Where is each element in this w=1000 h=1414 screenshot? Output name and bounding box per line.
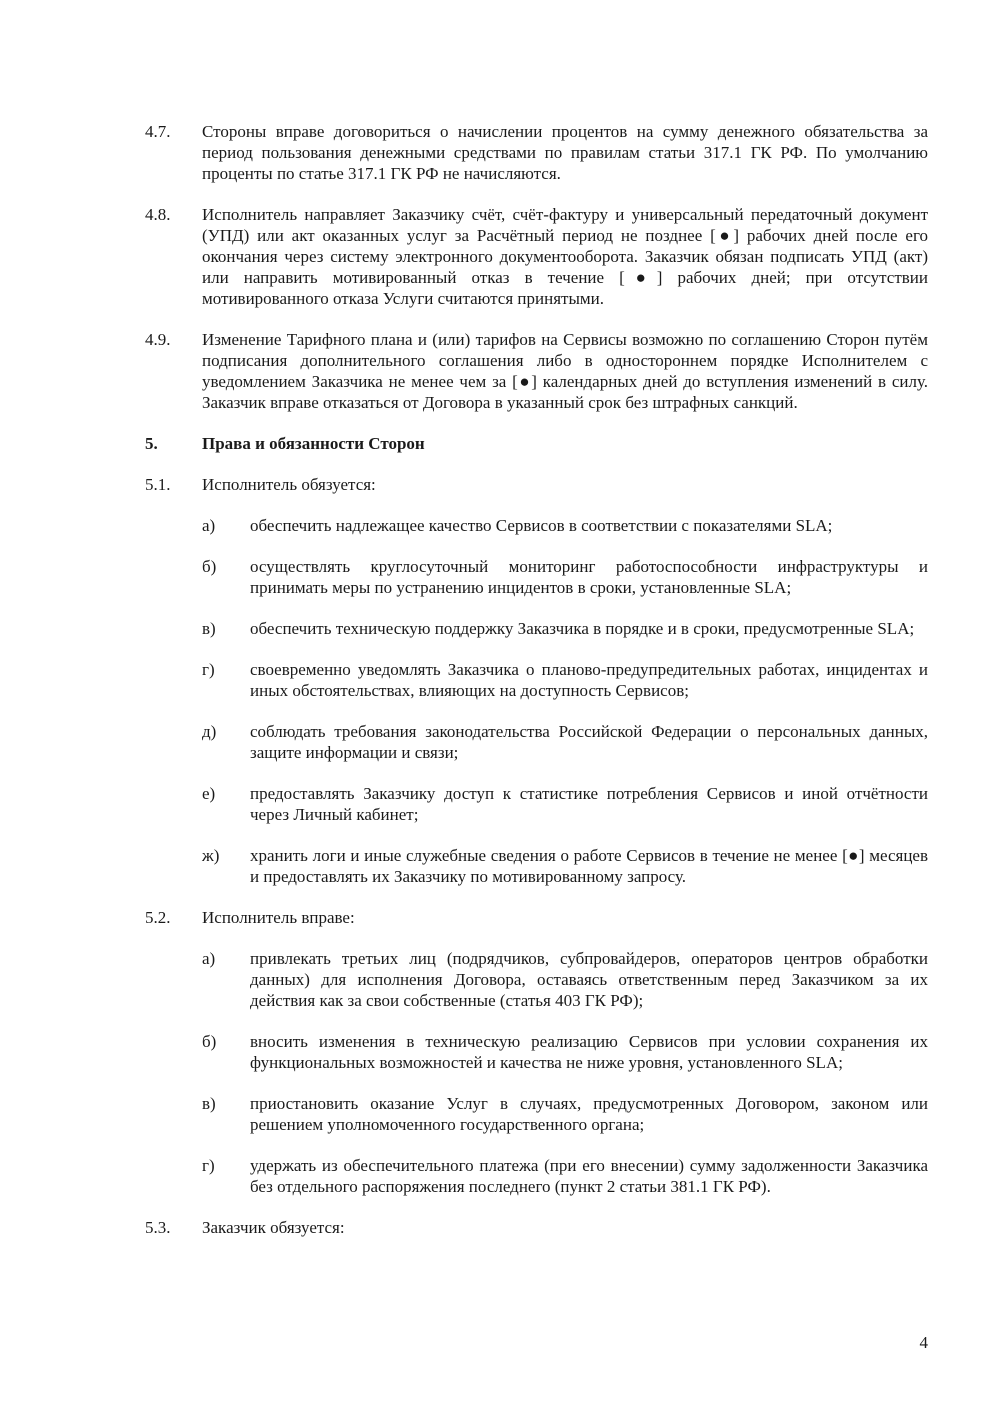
clause-number: 4.9. (145, 330, 171, 349)
clause-text: Исполнитель обязуется: (202, 475, 376, 494)
section-title: Права и обязанности Сторон (202, 434, 425, 453)
list-item (145, 845, 928, 887)
list-item (145, 556, 928, 598)
clause-number: 4.7. (145, 122, 171, 141)
clause-number: 5.2. (145, 908, 171, 927)
clause-text: Стороны вправе договориться о начислении процентов на сумму денежного обязательства за период пользования денежными средствами по правилам статьи 317.1 ГК РФ. По умолчанию проценты по статье 317.1 ГК РФ не начисляются. (202, 122, 928, 183)
list-item-letter: в) (202, 619, 216, 638)
clause-text: Заказчик обязуется: (202, 1218, 345, 1237)
clause-4-8 (145, 204, 928, 309)
list-item (145, 721, 928, 763)
list-item-letter: е) (202, 784, 216, 803)
list-item (145, 618, 928, 639)
list-item (145, 948, 928, 1011)
list-item-text: приостановить оказание Услуг в случаях, предусмотренных Договором, законом или решением уполномоченного государственного органа; (250, 1094, 928, 1134)
section-5-heading (145, 433, 928, 454)
list-item (145, 1093, 928, 1135)
clause-5-1-list (145, 515, 928, 887)
list-item (145, 1031, 928, 1073)
list-item-text: соблюдать требования законодательства Российской Федерации о персональных данных, защите информации и связи; (250, 722, 928, 762)
clause-5-2 (145, 907, 928, 928)
page-number: 4 (919, 1333, 928, 1352)
clause-5-3 (145, 1217, 928, 1238)
section-number: 5. (145, 434, 158, 453)
list-item-text: обеспечить техническую поддержку Заказчика в порядке и в сроки, предусмотренные SLA; (250, 619, 915, 638)
clause-number: 5.1. (145, 475, 171, 494)
list-item-text: осуществлять круглосуточный мониторинг работоспособности инфраструктуры и принимать меры по устранению инцидентов в сроки, установленные SLA; (250, 557, 928, 597)
clause-5-1 (145, 474, 928, 495)
list-item-text: своевременно уведомлять Заказчика о планово-предупредительных работах, инцидентах и иных обстоятельствах, влияющих на доступность Сервисов; (250, 660, 928, 700)
clause-number: 5.3. (145, 1218, 171, 1237)
list-item-letter: а) (202, 949, 216, 968)
clause-text: Исполнитель вправе: (202, 908, 355, 927)
clause-text: Изменение Тарифного плана и (или) тарифов на Сервисы возможно по соглашению Сторон путём подписания дополнительного соглашения либо в одностороннем порядке Исполнителем с уведомлением Заказчика не менее чем за [●] календарных дней до вступления изменений в силу. Заказчик вправе отказаться от Договора в указанный срок без штрафных санкций. (202, 330, 928, 412)
list-item-text: удержать из обеспечительного платежа (при его внесении) сумму задолженности Заказчика без отдельного распоряжения последнего (пункт 2 статьи 381.1 ГК РФ). (250, 1156, 928, 1196)
list-item-letter: б) (202, 557, 217, 576)
list-item-letter: а) (202, 516, 216, 535)
list-item-text: привлекать третьих лиц (подрядчиков, субпровайдеров, операторов центров обработки данных) для исполнения Договора, оставаясь ответственным перед Заказчиком за их действия как за свои собственные (статья 403 ГК РФ); (250, 949, 928, 1010)
list-item (145, 783, 928, 825)
list-item (145, 1155, 928, 1197)
list-item-letter: ж) (202, 846, 220, 865)
clause-number: 4.8. (145, 205, 171, 224)
clause-5-2-list (145, 948, 928, 1197)
list-item-letter: д) (202, 722, 217, 741)
clause-4-7 (145, 121, 928, 184)
clause-text: Исполнитель направляет Заказчику счёт, счёт-фактуру и универсальный передаточный документ (УПД) или акт оказанных услуг за Расчётный период не позднее [●] рабочих дней после его окончания через систему электронного документооборота. Заказчик обязан подписать УПД (акт) или направить мотивированный отказ в течение [●] рабочих дней; при отсутствии мотивированного отказа Услуги считаются принятыми. (202, 205, 928, 308)
list-item-text: вносить изменения в техническую реализацию Сервисов при условии сохранения их функциональных возможностей и качества не ниже уровня, установленного SLA; (250, 1032, 928, 1072)
list-item-text: предоставлять Заказчику доступ к статистике потребления Сервисов и иной отчётности через Личный кабинет; (250, 784, 928, 824)
document-page (145, 121, 928, 1238)
list-item-text: хранить логи и иные служебные сведения о работе Сервисов в течение не менее [●] месяцев и предоставлять их Заказчику по мотивированному запросу. (250, 846, 928, 886)
list-item-text: обеспечить надлежащее качество Сервисов в соответствии с показателями SLA; (250, 516, 833, 535)
list-item (145, 515, 928, 536)
clause-4-9 (145, 329, 928, 413)
list-item-letter: г) (202, 660, 215, 679)
list-item-letter: в) (202, 1094, 216, 1113)
list-item-letter: г) (202, 1156, 215, 1175)
list-item (145, 659, 928, 701)
list-item-letter: б) (202, 1032, 217, 1051)
